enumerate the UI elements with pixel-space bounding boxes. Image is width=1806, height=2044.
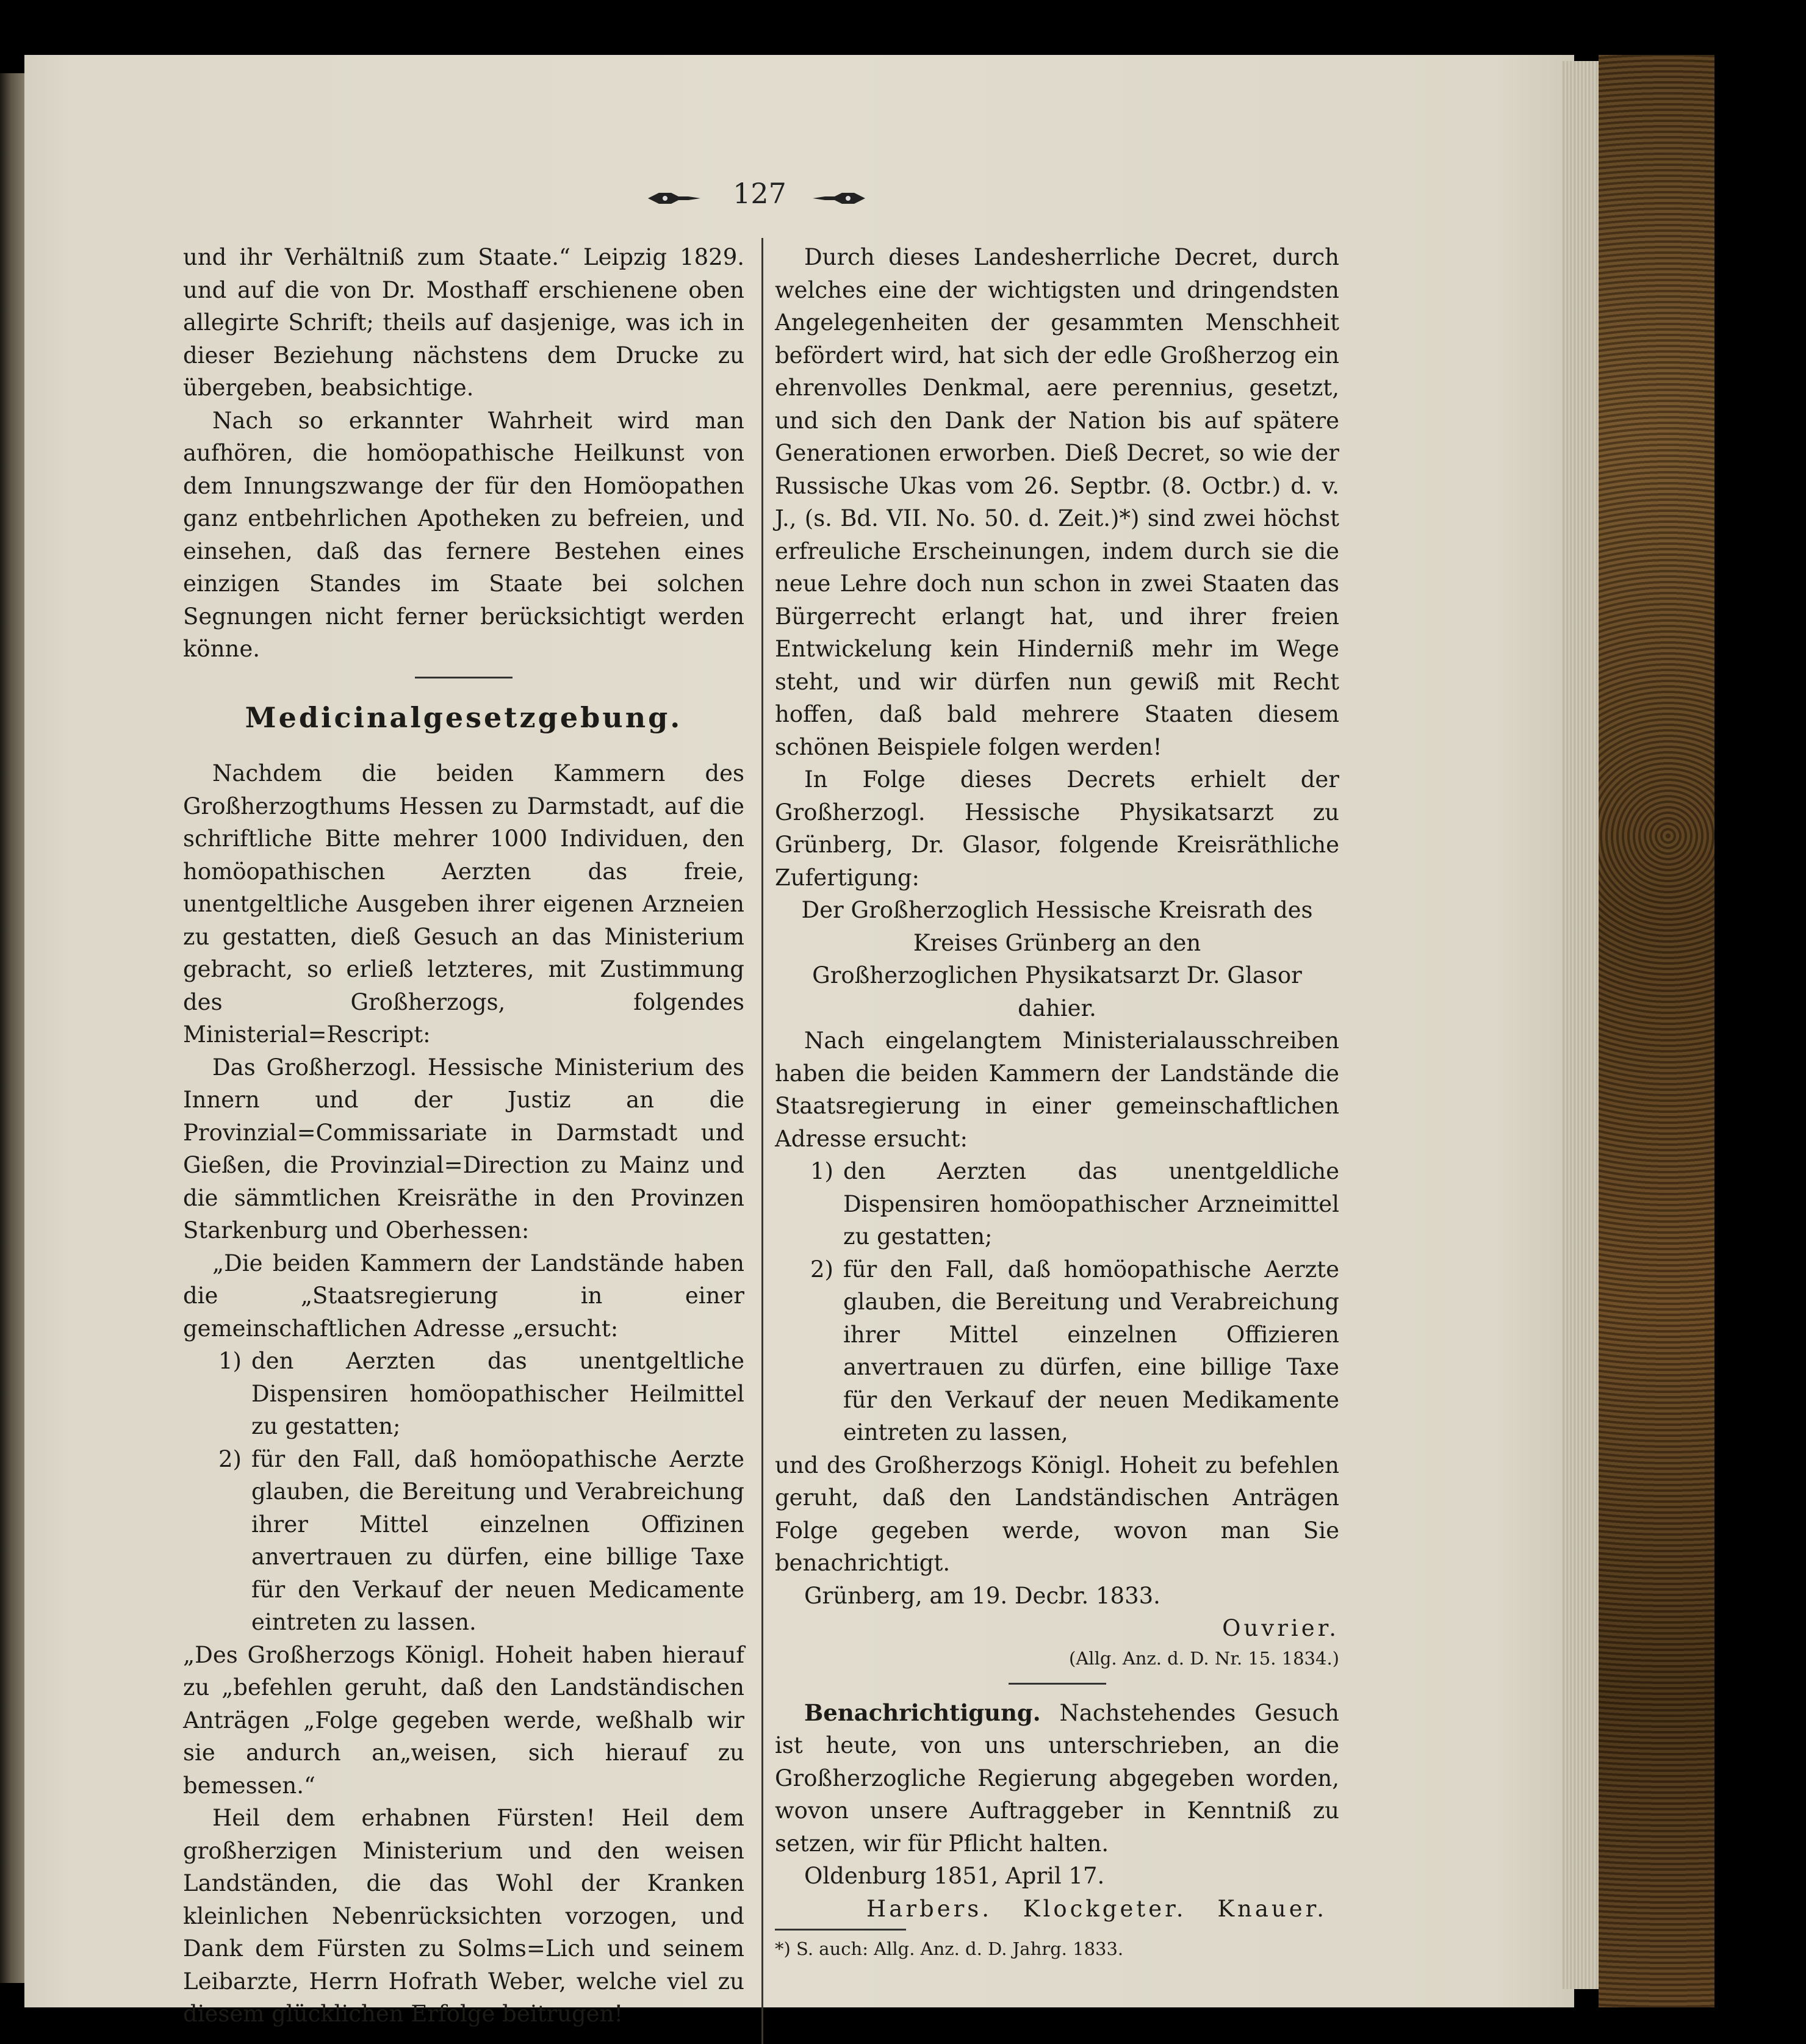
notice-rule (1009, 1683, 1106, 1685)
address-line-4: dahier. (1018, 995, 1096, 1021)
left-paragraph-3: Nachdem die beiden Kammern des Großherzogthums Hessen zu Darmstadt, auf die schriftliche Bitte mehrer 1000 Individuen, den homöopathischen Aerzten das freie, unentgeltliche Ausgeben ihrer eigenen Arzneien zu gestatten, dieß Gesuch an das Ministerium gebracht, so erließ letzteres, mit Zustimmung des Großherzogs, folgendes Ministerial=Rescript: (183, 760, 744, 1048)
notice-text: Nachstehendes Gesuch ist heute, von uns unterschrieben, an die Großherzogliche Regierung abgegeben worden, wovon unsere Auftraggeber in Kenntniß zu setzen, wir für Pflicht halten. (775, 1699, 1340, 1857)
section-rule (415, 677, 513, 678)
dateline: Grünberg, am 19. Decbr. 1833. (804, 1582, 1160, 1609)
address-line-3: Großherzoglichen Physikatsarzt Dr. Glasor (812, 962, 1302, 988)
left-paragraph-4: Das Großherzogl. Hessische Ministerium des Innern und der Justiz an die Provinzial=Commissariate in Darmstadt und Gießen, die Provinzial=Direction zu Mainz und die sämmtlichen Kreisräthe in den Provinzen Starkenburg und Oberhessen: (183, 1054, 744, 1243)
address-line-1: Der Großherzoglich Hessische Kreisrath des (801, 897, 1313, 923)
right-list-item-2 (775, 1253, 1339, 1449)
left-paragraph-7: Heil dem erhabnen Fürsten! Heil dem großherzigen Ministerium und den weisen Landständen, die das Wohl der Kranken kleinlichen Nebenrücksichten vorzogen, und Dank dem Fürsten zu Solms=Lich und seinem Leibarzte, Herrn Hofrath Weber, welche viel zu diesem glücklichen Erfolge beitrugen! (183, 1805, 744, 2027)
left-list-text-2: für den Fall, daß homöopathische Aerzte glauben, die Bereitung und Verabreichung ihrer Mittel einzelnen Offizinen anvertrauen zu dürfen, eine billige Taxe für den Verkauf der neuen Medicamente eintreten zu lassen. (251, 1445, 744, 1635)
footnote-rule (775, 1929, 906, 1931)
left-column (183, 241, 744, 2031)
signature-1: Harbers. (866, 1895, 993, 1922)
right-paragraph-2: In Folge dieses Decrets erhielt der Großherzogl. Hessische Physikatsarzt zu Grünberg, Dr. Glasor, folgende Kreisräthliche Zufertigung: (775, 766, 1339, 891)
column-divider (761, 238, 763, 2044)
notice-date: Oldenburg 1851, April 17. (804, 1863, 1105, 1889)
right-paragraph-4: und des Großherzogs Königl. Hoheit zu befehlen geruht, daß den Landständischen Anträgen Folge gegeben werde, wovon man Sie benachrichtigt. (775, 1452, 1339, 1576)
right-list-item-1 (775, 1155, 1339, 1253)
source-citation: (Allg. Anz. d. D. Nr. 15. 1834.) (1069, 1647, 1339, 1669)
signature-3: Knauer. (1217, 1895, 1327, 1922)
left-paragraph-6: „Des Großherzogs Königl. Hoheit haben hierauf zu „befehlen geruht, daß den Landständischen Anträgen „Folge gegeben werde, weßhalb wir sie andurch an„weisen, sich hierauf zu bemessen.“ (183, 1641, 744, 1799)
left-list-item-2 (183, 1443, 744, 1639)
address-block (775, 894, 1339, 1024)
left-list-text-1: den Aerzten das unentgeltliche Dispensiren homöopathischer Heilmittel zu gestatten; (251, 1348, 744, 1439)
notice-heading: Benachrichtigung. (804, 1699, 1041, 1726)
facing-page-edge (0, 73, 27, 1983)
right-list-text-1: den Aerzten das unentgeldliche Dispensiren homöopathischer Arzneimittel zu gestatten; (843, 1158, 1339, 1250)
right-paragraph-3: Nach eingelangtem Ministerialausschreiben haben die beiden Kammern der Landstände die Staatsregierung in einer gemeinschaftlichen Adresse ersucht: (775, 1027, 1339, 1152)
ornament-right-icon (811, 189, 866, 207)
section-title: Medicinalgesetzgebung. (245, 700, 683, 734)
page-number: 127 (733, 177, 786, 210)
left-list-item-1 (183, 1345, 744, 1443)
signatures (775, 1893, 1339, 1926)
right-column (775, 241, 1339, 1962)
page-header (647, 177, 866, 220)
ornament-left-icon (647, 189, 702, 207)
notice-paragraph (775, 1697, 1339, 1860)
left-paragraph-1: und ihr Verhältniß zum Staate.“ Leipzig 1829. und auf die von Dr. Mosthaff erschienene oben allegirte Schrift; theils auf dasjenige, was ich in dieser Beziehung nächstens dem Drucke zu übergeben, beabsichtige. (183, 244, 744, 401)
right-list-text-2: für den Fall, daß homöopathische Aerzte glauben, die Bereitung und Verabreichung ihrer Mittel einzelnen Offizieren anvertrauen zu dürfen, eine billige Taxe für den Verkauf der neuen Medikamente eintreten zu lassen, (843, 1256, 1339, 1445)
marbled-cover (1599, 55, 1714, 2007)
left-list-number-2: 2) (218, 1445, 242, 1472)
signer: Ouvrier. (1222, 1615, 1339, 1641)
footnote: *) S. auch: Allg. Anz. d. D. Jahrg. 1833. (775, 1938, 1124, 1959)
signature-2: Klockgeter. (1023, 1895, 1187, 1922)
right-paragraph-1: Durch dieses Landesherrliche Decret, durch welches eine der wichtigsten und dringendsten Angelegenheiten der gesammten Menschheit befördert wird, hat sich der edle Großherzog ein ehrenvolles Denkmal, aere perennius, gesetzt, und sich den Dank der Nation bis auf spätere Generationen erworben. Dieß Decret, so wie der Russische Ukas vom 26. Septbr. (8. Octbr.) d. v. J., (s. Bd. VII. No. 50. d. Zeit.)*) sind zwei höchst erfreuliche Erscheinungen, indem durch sie die neue Lehre doch nun schon in zwei Staaten das Bürgerrecht erlangt hat, und ihrer freien Entwickelung kein Hinderniß mehr im Wege steht, und wir dürfen nun gewiß mit Recht hoffen, daß bald mehrere Staaten diesem schönen Beispiele folgen werden! (775, 244, 1339, 760)
right-list-number-1: 1) (810, 1158, 833, 1184)
right-list-number-2: 2) (810, 1256, 833, 1283)
left-paragraph-5: „Die beiden Kammern der Landstände haben die „Staatsregierung in einer gemeinschaftlichen Adresse „ersucht: (183, 1250, 744, 1342)
address-line-2: Kreises Grünberg an den (913, 929, 1201, 956)
left-paragraph-2: Nach so erkannter Wahrheit wird man aufhören, die homöopathische Heilkunst von dem Innungszwange der für den Homöopathen ganz entbehrlichen Apotheken zu befreien, und einsehen, daß das fernere Bestehen eines einzigen Standes im Staate bei solchen Segnungen nicht ferner berücksichtigt werden könne. (183, 407, 744, 662)
left-list-number-1: 1) (218, 1348, 242, 1374)
